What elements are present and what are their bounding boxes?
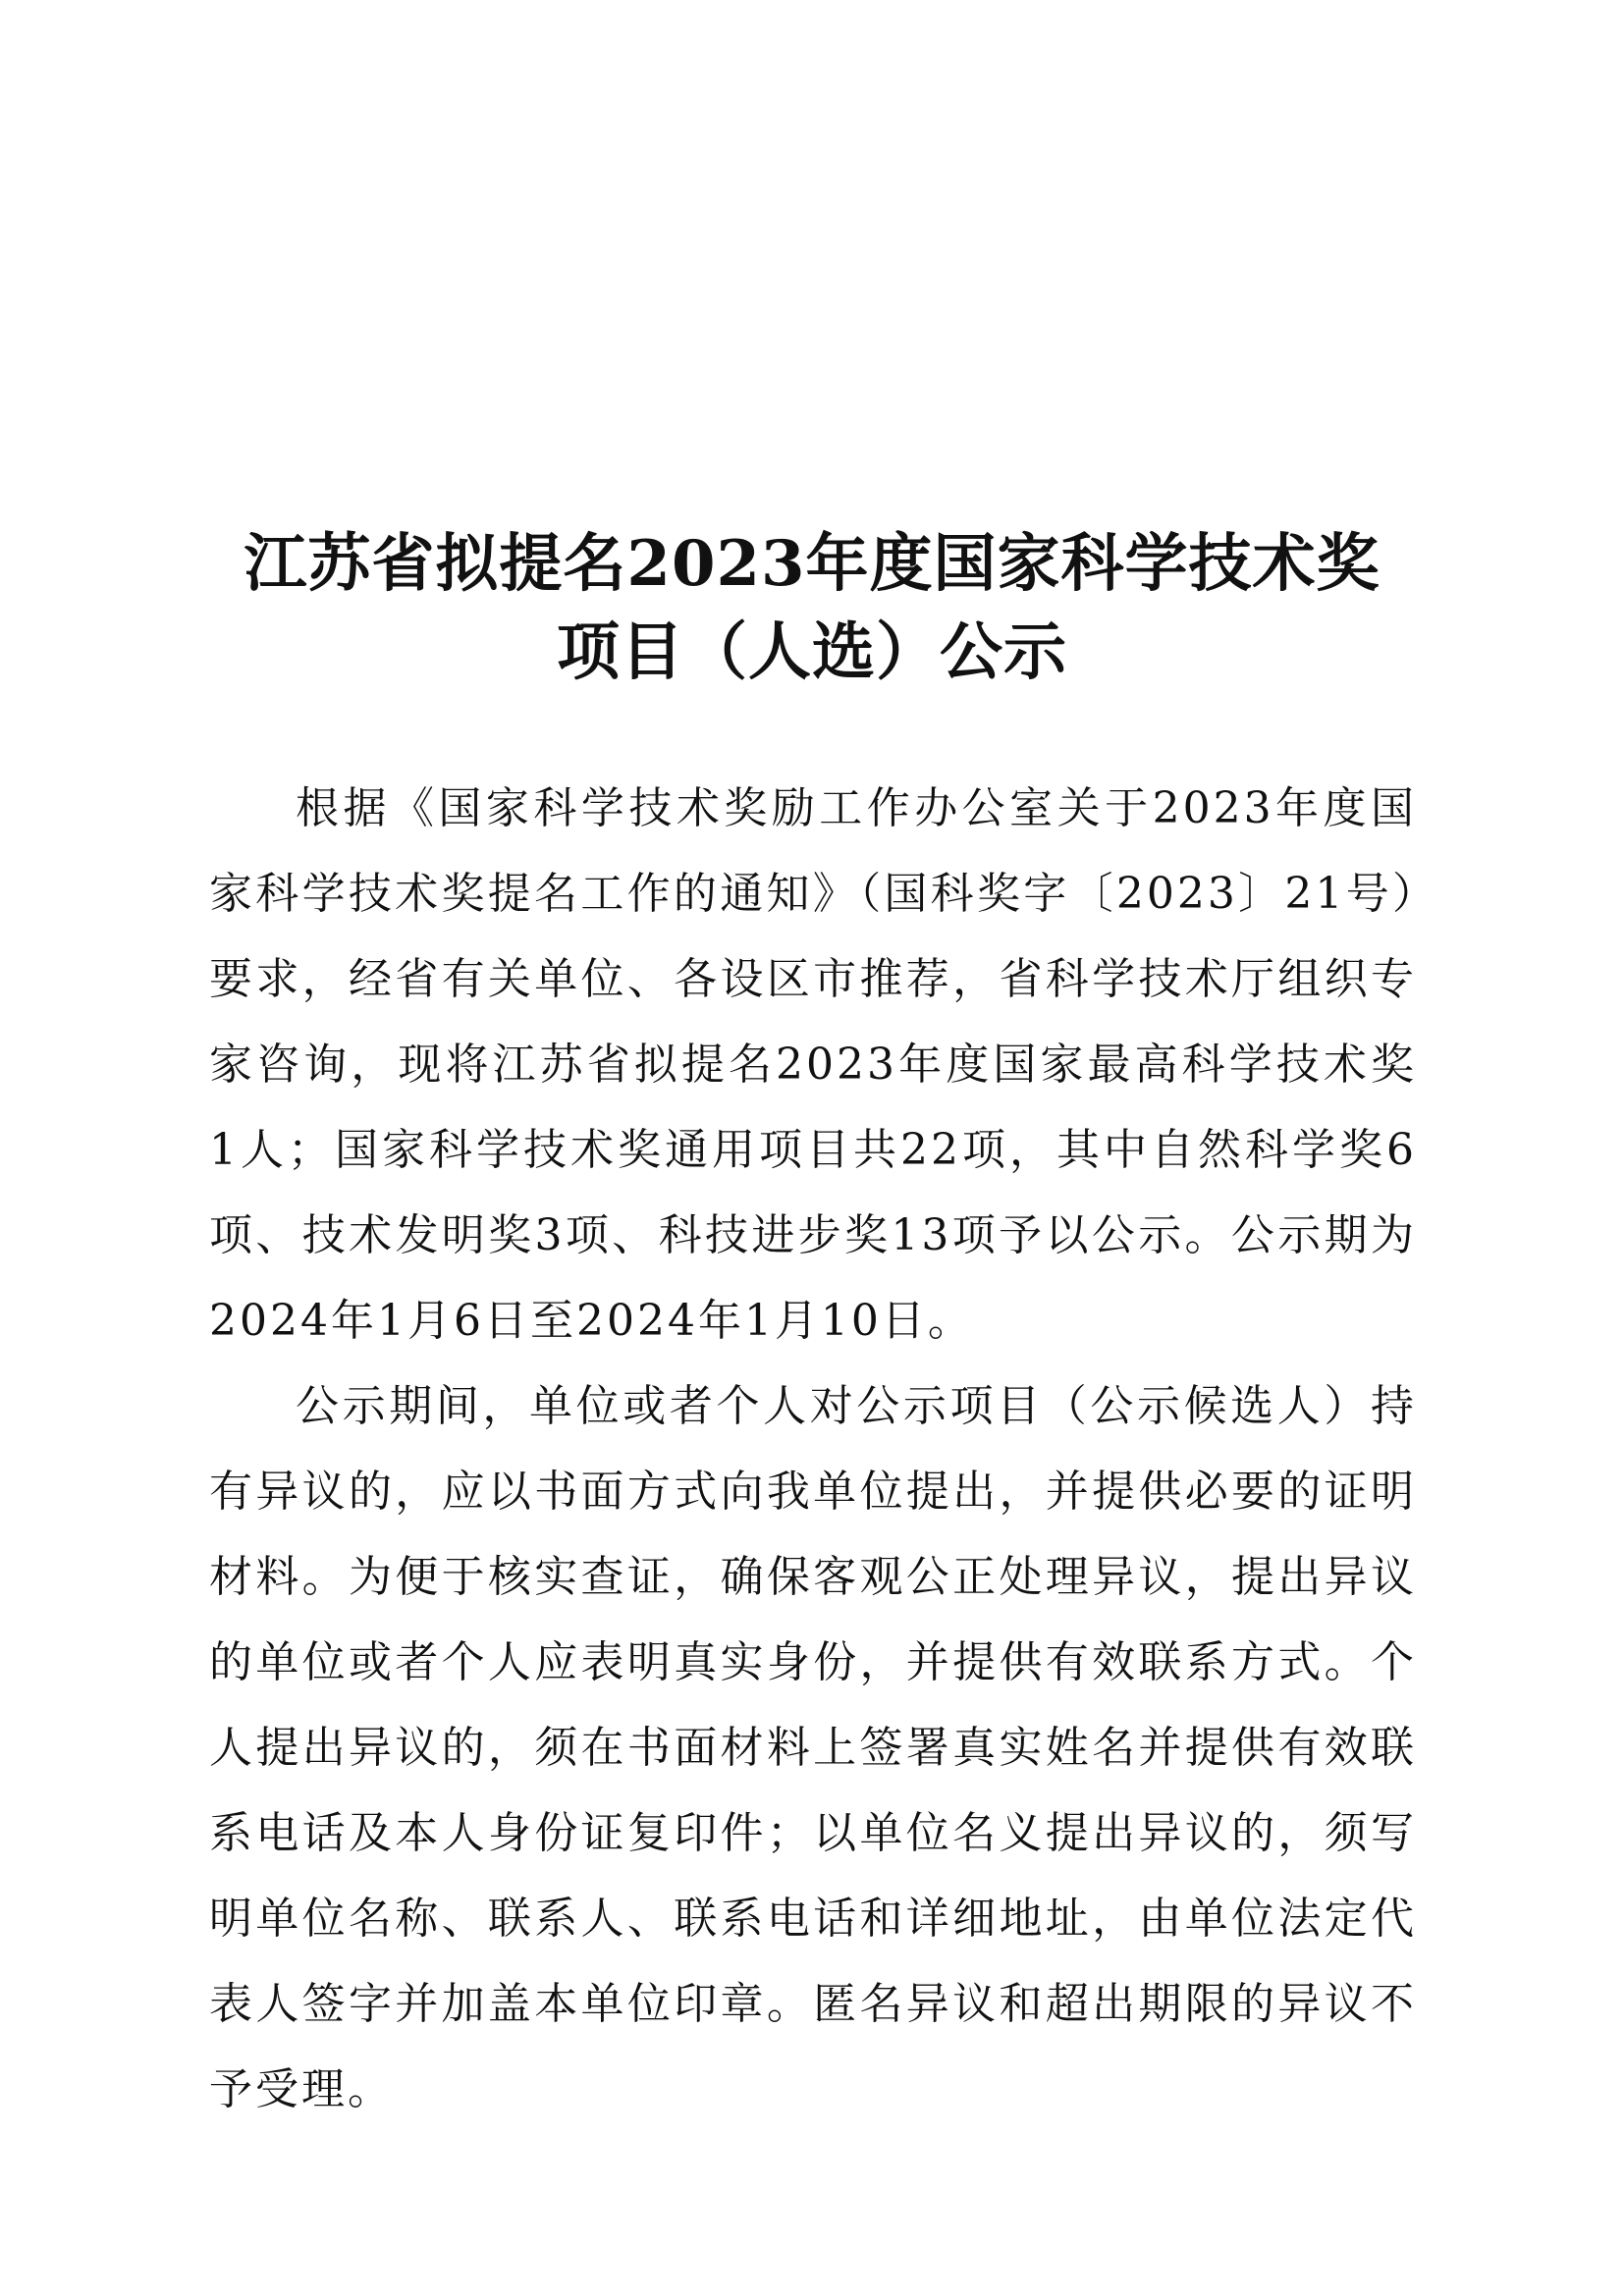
title-line-1: 江苏省拟提名2023年度国家科学技术奖: [244, 527, 1380, 601]
document-title: [196, 520, 1428, 697]
document-body: [209, 766, 1417, 2132]
body-paragraph-2: 公示期间，单位或者个人对公示项目（公示候选人）持有异议的，应以书面方式向我单位提出，并提供必要的证明材料。为便于核实查证，确保客观公正处理异议，提出异议的单位或者个人应表明真实身份，并提供有效联系方式。个人提出异议的，须在书面材料上签署真实姓名并提供有效联系电话及本人身份证复印件；以单位名义提出异议的，须写明单位名称、联系人、联系电话和详细地址，由单位法定代表人签字并加盖本单位印章。匿名异议和超出期限的异议不予受理。: [209, 1381, 1417, 2114]
body-paragraph-1: 根据《国家科学技术奖励工作办公室关于2023年度国家科学技术奖提名工作的通知》（国科奖字〔2023〕21号）要求，经省有关单位、各设区市推荐，省科学技术厅组织专家咨询，现将江苏省拟提名2023年度国家最高科学技术奖1人；国家科学技术奖通用项目共22项，其中自然科学奖6项、技术发明奖3项、科技进步奖13项予以公示。公示期为2024年1月6日至2024年1月10日。: [209, 783, 1417, 1346]
title-line-2: 项目（人选）公示: [557, 615, 1067, 689]
